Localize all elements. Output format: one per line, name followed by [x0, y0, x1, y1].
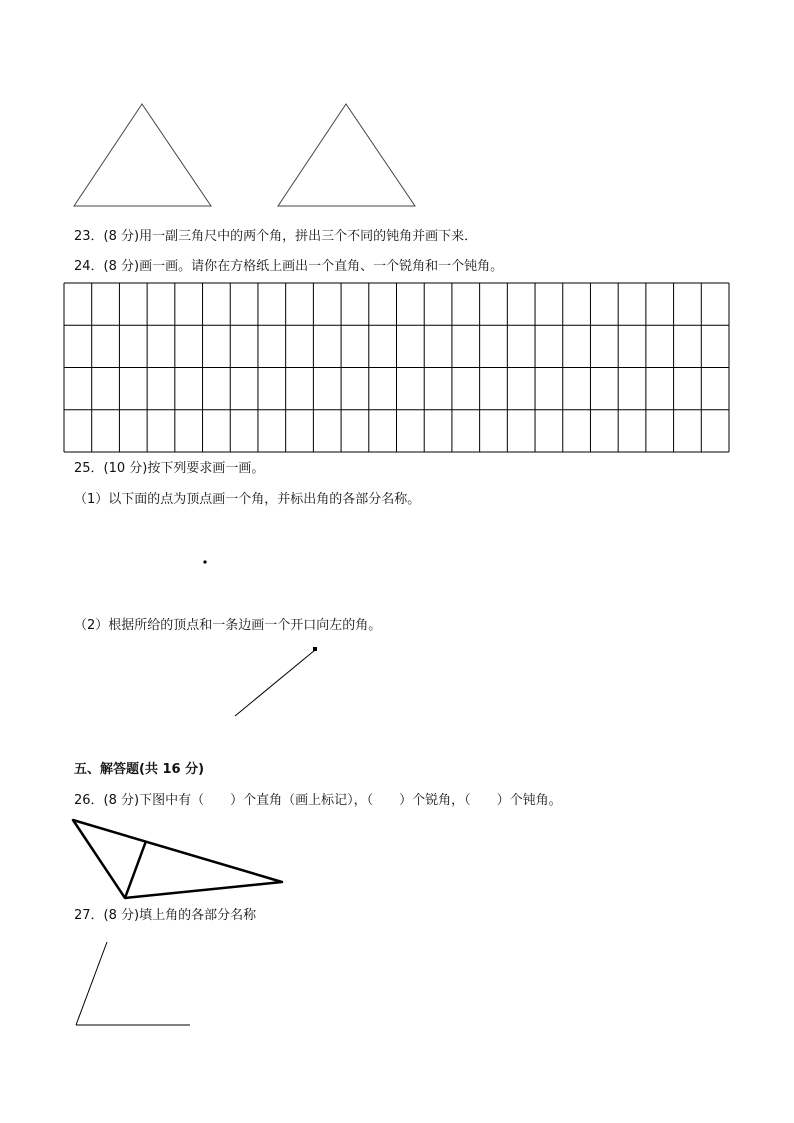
section-5-title: 五、解答题(共 16 分): [74, 762, 205, 777]
question-25: 25．(10 分)按下列要求画一画。: [74, 461, 265, 476]
q27-angle-figure: [76, 942, 190, 1025]
q26-triangle-figure: [73, 820, 282, 898]
question-27: 27．(8 分)填上角的各部分名称: [74, 908, 257, 923]
question-25-part-1: （1）以下面的点为顶点画一个角，并标出角的各部分名称。: [74, 492, 421, 507]
question-23: 23．(8 分)用一副三角尺中的两个角，拼出三个不同的钝角并画下来．: [74, 229, 478, 244]
question-24: 24．(8 分)画一画。请你在方格纸上画出一个直角、一个锐角和一个钝角。: [74, 259, 504, 274]
question-25-part-2: （2）根据所给的顶点和一条边画一个开口向左的角。: [74, 618, 382, 633]
question-26: 26．(8 分)下图中有（ ）个直角（画上标记），（ ）个锐角，（ ）个钝角。: [74, 793, 562, 808]
